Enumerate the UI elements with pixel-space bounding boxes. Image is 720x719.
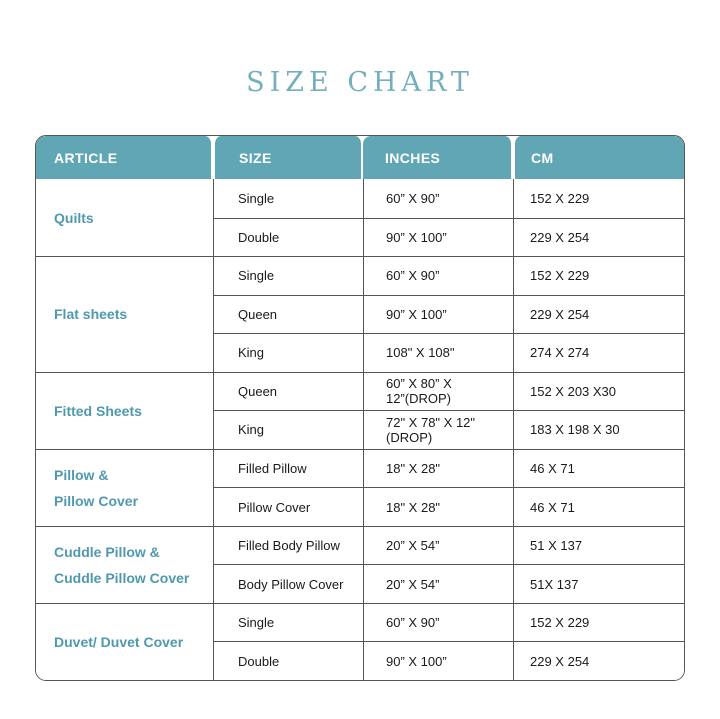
cm-cell: 274 X 274 (513, 333, 684, 372)
inches-cell: 18" X 28" (363, 487, 513, 526)
cm-cell: 152 X 229 (513, 179, 684, 218)
cm-cell: 46 X 71 (513, 487, 684, 526)
article-label-line: Fitted Sheets (54, 402, 142, 419)
cm-cell: 229 X 254 (513, 218, 684, 257)
article-label-line: Cuddle Pillow Cover (54, 569, 190, 586)
size-cell: Double (213, 218, 363, 257)
cm-cell: 183 X 198 X 30 (513, 410, 684, 449)
inches-cell: 60” X 90” (363, 256, 513, 295)
inches-cell: 60” X 80” X 12”(DROP) (363, 372, 513, 411)
article-label-line: Pillow & (54, 466, 109, 483)
size-cell: Queen (213, 372, 363, 411)
article-label-line: Cuddle Pillow & (54, 543, 160, 560)
inches-cell: 60” X 90” (363, 179, 513, 218)
cm-cell: 152 X 229 (513, 603, 684, 642)
size-table (35, 135, 685, 681)
header-cell-cm: CM (513, 136, 684, 179)
inches-cell: 20” X 54” (363, 526, 513, 565)
article-label-line: Quilts (54, 209, 94, 226)
inches-cell: 20” X 54” (363, 564, 513, 603)
page-title: SIZE CHART (246, 67, 474, 98)
article-cell (36, 603, 213, 680)
inches-cell: 72" X 78" X 12"(DROP) (363, 410, 513, 449)
size-cell: Body Pillow Cover (213, 564, 363, 603)
inches-cell: 90” X 100” (363, 295, 513, 334)
inches-cell: 60” X 90” (363, 603, 513, 642)
size-cell: Single (213, 179, 363, 218)
cm-cell: 51 X 137 (513, 526, 684, 565)
article-cell (36, 256, 213, 372)
size-table-body (36, 136, 684, 680)
size-cell: Filled Body Pillow (213, 526, 363, 565)
header-cell-article: ARTICLE (36, 136, 213, 179)
article-cell (36, 372, 213, 449)
header-cell-size: SIZE (213, 136, 363, 179)
article-cell (36, 449, 213, 526)
size-cell: Pillow Cover (213, 487, 363, 526)
size-cell: Queen (213, 295, 363, 334)
cm-cell: 152 X 203 X30 (513, 372, 684, 411)
inches-cell: 108" X 108" (363, 333, 513, 372)
inches-cell: 90” X 100” (363, 641, 513, 680)
cm-cell: 152 X 229 (513, 256, 684, 295)
cm-cell: 51X 137 (513, 564, 684, 603)
article-cell (36, 526, 213, 603)
cm-cell: 46 X 71 (513, 449, 684, 488)
inches-cell: 18" X 28" (363, 449, 513, 488)
inches-cell: 90” X 100” (363, 218, 513, 257)
size-cell: King (213, 410, 363, 449)
header-cell-inches: INCHES (363, 136, 513, 179)
cm-cell: 229 X 254 (513, 641, 684, 680)
article-label-line: Flat sheets (54, 306, 128, 323)
size-cell: Single (213, 256, 363, 295)
size-cell: Double (213, 641, 363, 680)
article-label-line: Pillow Cover (54, 492, 139, 509)
cm-cell: 229 X 254 (513, 295, 684, 334)
size-cell: Single (213, 603, 363, 642)
article-cell (36, 179, 213, 256)
size-cell: Filled Pillow (213, 449, 363, 488)
article-label-line: Duvet/ Duvet Cover (54, 633, 184, 650)
size-cell: King (213, 333, 363, 372)
